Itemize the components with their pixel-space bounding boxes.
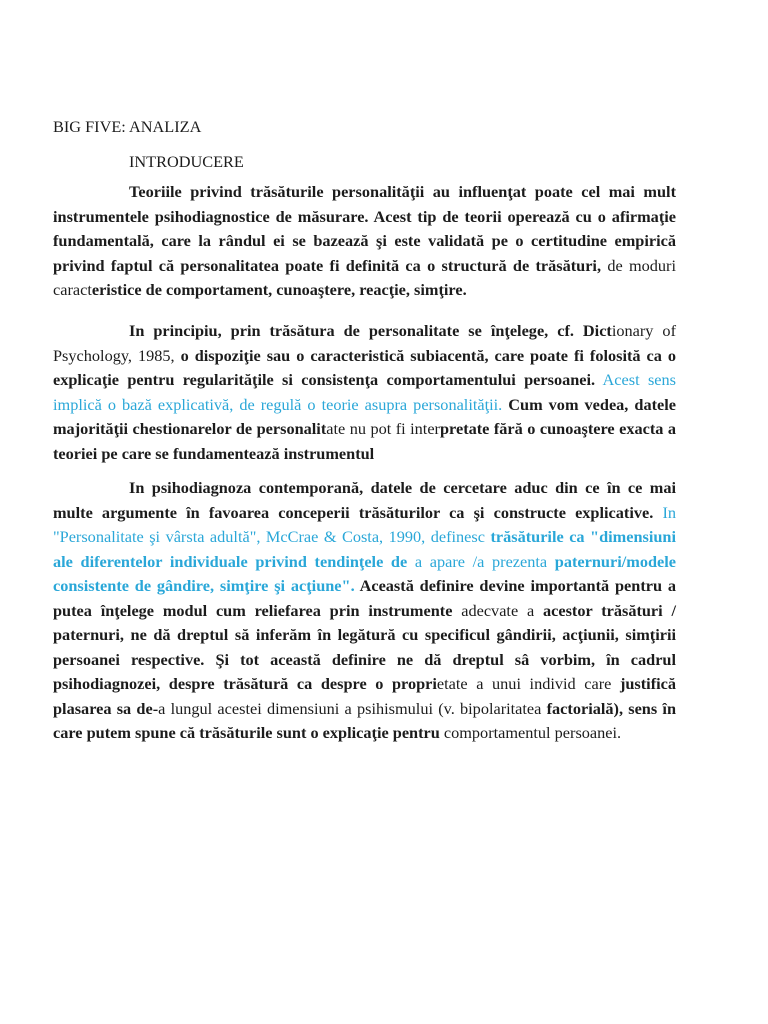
p3-highlight-bold-2: paternuri/modele consistente de gândire, simţire şi acţiune". xyxy=(53,551,676,595)
p3-text-bold-4: justifică plasarea sa de- xyxy=(53,674,677,718)
paragraph-2 xyxy=(53,319,676,466)
p1-text-bold-2: psihodiagnostice de măsurare. Acest tip de teorii operează cu o afirmaţie fundamentală, care la rândul ei se bazează şi este validată pe o certitudine empirică privind faptul că personalitatea poate fi definită ca o structură de trăsături, xyxy=(53,206,676,275)
section-heading: INTRODUCERE xyxy=(129,152,244,171)
p2-text-bold-4: pretate fără o cunoaştere exacta a teoriei pe care se fundamentează instrumentul xyxy=(53,419,677,463)
p3-text-bold-3: acestor trăsături / paternuri, ne dă dreptul să inferăm în legătură cu specificul gândirii, acţiunii, simţirii persoanei respective. Şi tot această definire ne dă dreptul sâ vorbim, în cadrul psihodiagnozei, despre trăsătură ca despre o propri xyxy=(53,600,676,693)
p2-highlight: Acest sens implică o bază explicativă, de regulă o teorie asupra personalităţii. xyxy=(53,370,676,414)
p1-text-bold-3: eristice de comportament, cunoaştere, reacţie, simţire. xyxy=(91,280,467,299)
p1-text-bold-1: Teoriile privind trăsăturile personalităţii au influenţat poate cel mai mult instrumentele xyxy=(53,182,676,226)
p2-text-regular-2: ate nu pot fi inter xyxy=(326,419,440,438)
p3-text-regular-3: a lungul acestei dimensiuni a psihismului (v. bipolaritatea xyxy=(158,698,542,718)
p3-text-bold-1: In psihodiagnoza contemporană, datele de cercetare aduc din ce în ce mai multe argumente în favoarea conceperii trăsăturilor ca şi constructe explicative. xyxy=(53,478,676,522)
p2-text-regular-1: ionary of Psychology, 1985, xyxy=(53,321,676,365)
p3-text-bold-5: factorială), sens în care putem spune că trăsăturile sunt o explicaţie pentru xyxy=(53,698,677,742)
p3-text-regular-2: etate a unui individ care xyxy=(436,674,612,693)
p3-highlight-bold-1: trăsăturile ca "dimensiuni ale diferentelor individuale privind tendinţele de xyxy=(53,527,676,571)
paragraph-1 xyxy=(53,180,676,303)
paragraph-3 xyxy=(53,476,676,746)
p2-text-bold-3: Cum vom vedea, datele majorităţii chestionarelor de personalit xyxy=(53,394,676,438)
p3-highlight-1: In "Personalitate şi vârsta adultă", McCrae & Costa, 1990, definesc xyxy=(53,502,677,546)
p3-highlight-2: a apare /a prezenta xyxy=(407,551,548,571)
p3-text-regular-1: adecvate a xyxy=(452,600,535,620)
p2-text-bold-2: o dispoziţie sau o caracteristică subiacentă, care poate fi folosită ca o explicaţie pentru regularităţile si consistenţa comportamentului persoanei. xyxy=(53,345,676,389)
p3-text-bold-2: Această definire devine importantă pentru a putea înţelege modul cum reliefarea prin instrumente xyxy=(53,576,676,620)
document-title: BIG FIVE: ANALIZA xyxy=(53,117,202,136)
p1-text-regular: de moduri caract xyxy=(53,255,676,299)
p3-text-regular-4: comportamentul persoanei. xyxy=(439,723,622,742)
p2-text-bold-1: In principiu, prin trăsătura de personalitate se înţelege, cf. Dict xyxy=(129,321,612,340)
